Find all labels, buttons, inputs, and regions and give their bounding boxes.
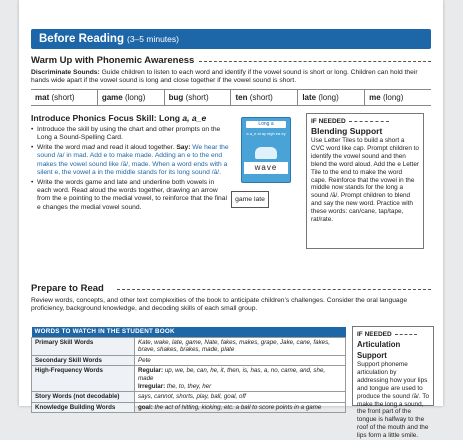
if-needed-tag: IF NEEDED [357, 330, 429, 339]
articulation-support-box [352, 326, 434, 440]
articulation-support-title: Articulation Support [357, 340, 401, 360]
articulation-support-text: Support phoneme articulation by addressing how your lips and tongue are used to produce the sound /ā/. To make the long a sound, the front part of the tongue is halfway to the roof of the mouth and the lips form a little smile. [357, 361, 430, 440]
heading-rule [199, 61, 431, 62]
phonics-bullet: • Write the word mad and read it aloud together. Say: We hear the sound /a/ in mad. Add e to make made. Adding an e to the end makes the vowel sound like /ā/, made. When a word ends with a silent e, the vowel a in the middle stands for its long sound /ā/. [31, 144, 229, 177]
banner-title: Before Reading [39, 33, 124, 45]
lesson-page [19, 0, 443, 440]
blending-support-box [306, 113, 424, 249]
warmup-heading [31, 55, 431, 67]
word-card: game late [231, 191, 269, 208]
warmup-text: Guide children to listen to each word and identify if the vowel sound is short or long. Children can hold their hands wide apart if the vowel sound is long and close together if the vowel sound is short. [31, 69, 418, 85]
sound-word-cell: bug (short) [165, 90, 232, 105]
phonics-bullets [31, 126, 229, 213]
sound-word-cell: ten (short) [231, 90, 298, 105]
phonics-heading: Introduce Phonics Focus Skill: Long a, a_e [31, 113, 207, 123]
if-needed-tag: IF NEEDED [311, 117, 419, 126]
warmup-instructions [31, 69, 431, 86]
phonics-bullet: • Write the words game and late and underline both vowels in each word. Read aloud the words together, drawing an arrow from the e pointing to the medial vowel, to reinforce that the final e changes the medial vowel sound. [31, 179, 229, 212]
sound-word-row [31, 89, 431, 106]
sound-word-cell: me (long) [369, 93, 404, 102]
card-spellings: a a_e ai ay eigh ea ey [246, 131, 286, 136]
heading-rule [117, 289, 431, 290]
sound-word-cell: game (long) [98, 90, 165, 105]
sound-word-cell: mat (short) [31, 90, 98, 105]
sound-word-cell: late (long) [298, 90, 365, 105]
warmup-heading-text: Warm Up with Phonemic Awareness [31, 55, 195, 66]
phonics-bullet: • Introduce the skill by using the chart and other prompts on the Long a Sound-Spelling Card. [31, 126, 229, 143]
banner-subtitle: (3–5 minutes) [127, 34, 179, 44]
blending-support-text: Use Letter Tiles to build a short a CVC word like cap. Prompt children to identify the vowel sound and then blend the word aloud. Add the e Letter Tile to the end to make the word cape. Reinforce that the vowel in the middle now stands for the long a sound /ā/. Prompt children to blend and say the new word. Practice with these words: can/cane, tap/tape, rat/rate. [311, 137, 420, 224]
table-header: WORDS TO WATCH IN THE STUDENT BOOK [32, 327, 346, 337]
table-row: Knowledge Building Words goal: the act of hitting, kicking, etc. a ball to score points in a game [32, 402, 346, 413]
warmup-lead: Discriminate Sounds: [31, 69, 100, 76]
table-row: Secondary Skill Words Pete [32, 355, 346, 366]
wave-picture [255, 147, 277, 159]
prepare-text: Review words, concepts, and other text complexities of the book to anticipate children’s challenges. Consider the oral language proficiency, background knowledge, and decoding skills of each small group. [31, 297, 408, 313]
words-to-watch-table [31, 327, 346, 413]
table-row: Primary Skill Words Kate, wake, late, game, Nate, fakes, makes, grape, Jake, cane, fakes, brave, shakes, brakes, made, plate [32, 337, 346, 355]
prepare-heading-text: Prepare to Read [31, 283, 104, 294]
card-word: wave [244, 162, 288, 174]
section-banner [31, 29, 431, 49]
table-row: High-Frequency Words Regular: up, we, be, can, he, it, then, is, has, a, no, came, and, she, made Irregular: the, to, they, her [32, 366, 346, 392]
blending-support-title: Blending Support [311, 126, 383, 136]
card-title: Long a [246, 121, 286, 128]
table-row: Story Words (not decodable) says, cannot, shorts, play, ball, goal, off [32, 392, 346, 403]
sound-spelling-card [241, 117, 291, 183]
prepare-heading [31, 283, 431, 295]
